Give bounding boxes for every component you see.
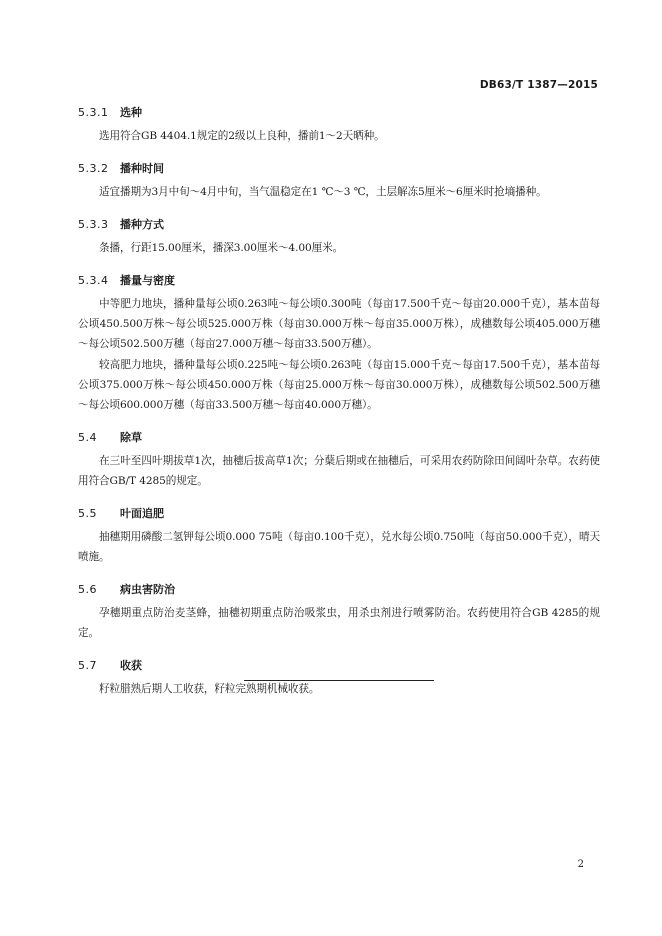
section-number: 5.3.1	[78, 105, 109, 119]
section-heading	[78, 657, 600, 674]
paragraph: 选用符合GB 4404.1规定的2级以上良种，播前1～2天晒种。	[99, 130, 385, 142]
paragraph: 抽穗期用磷酸二氢钾每公顷0.000 75吨（每亩0.100千克），兑水每公顷0.750吨（每亩50.000千克），晴天喷施。	[78, 531, 600, 563]
section-heading	[78, 272, 600, 289]
section-number: 5.6	[78, 582, 97, 596]
section-title: 收获	[120, 658, 142, 672]
end-of-document-rule	[244, 680, 434, 681]
paragraph: 较高肥力地块，播种量每公顷0.225吨～每公顷0.263吨（每亩15.000千克～每亩17.500千克），基本苗每公顷375.000万株～每公顷450.000万株（每亩25.000万株～每亩30.000万株），成穗数每公顷502.500万穗～每公顷600.000万穗（每亩33.500万穗～每亩40.000万穗）。	[78, 359, 600, 411]
paragraph: 适宜播期为3月中旬～4月中旬，当气温稳定在1 ℃～3 ℃，土层解冻5厘米～6厘米时抢墒播种。	[99, 186, 547, 198]
paragraph: 籽粒腊熟后期人工收获，籽粒完熟期机械收获。	[99, 683, 320, 695]
section-heading	[78, 104, 600, 121]
section-5-3-2	[78, 160, 600, 202]
section-5-3-4	[78, 272, 600, 415]
section-heading	[78, 216, 600, 233]
section-5-4	[78, 429, 600, 491]
section-5-3-1	[78, 104, 600, 146]
section-number: 5.7	[78, 658, 97, 672]
section-number: 5.5	[78, 506, 97, 520]
section-heading	[78, 429, 600, 446]
section-5-5	[78, 505, 600, 567]
section-number: 5.3.2	[78, 161, 109, 175]
paragraph: 在三叶至四叶期拔草1次，抽穗后拔高草1次；分蘖后期或在抽穗后，可采用农药防除田间阔叶杂草。农药使用符合GB/T 4285的规定。	[78, 455, 600, 487]
section-title: 播量与密度	[120, 273, 175, 287]
section-number: 5.4	[78, 430, 97, 444]
document-code: DB63/T 1387—2015	[479, 79, 598, 91]
section-5-7	[78, 657, 600, 699]
section-title: 选种	[120, 105, 142, 119]
paragraph: 孕穗期重点防治麦茎蜂，抽穗初期重点防治吸浆虫，用杀虫剂进行喷雾防治。农药使用符合GB 4285的规定。	[78, 607, 600, 639]
paragraph: 中等肥力地块，播种量每公顷0.263吨～每公顷0.300吨（每亩17.500千克～每亩20.000千克），基本苗每公顷450.500万株～每公顷525.000万株（每亩30.000万株～每亩35.000万株），成穗数每公顷405.000万穗～每公顷502.500万穗（每亩27.000万穗～每亩33.500万穗）。	[78, 298, 600, 350]
section-title: 播种时间	[120, 161, 164, 175]
paragraph: 条播，行距15.00厘米，播深3.00厘米～4.00厘米。	[99, 242, 344, 254]
document-body	[78, 104, 600, 700]
section-number: 5.3.4	[78, 273, 109, 287]
section-title: 除草	[120, 430, 142, 444]
section-number: 5.3.3	[78, 217, 109, 231]
section-heading	[78, 505, 600, 522]
section-5-6	[78, 581, 600, 643]
section-5-3-3	[78, 216, 600, 258]
section-heading	[78, 581, 600, 598]
section-title: 病虫害防治	[120, 582, 175, 596]
section-heading	[78, 160, 600, 177]
page-number: 2	[577, 859, 584, 870]
section-title: 播种方式	[120, 217, 164, 231]
section-title: 叶面追肥	[120, 506, 164, 520]
